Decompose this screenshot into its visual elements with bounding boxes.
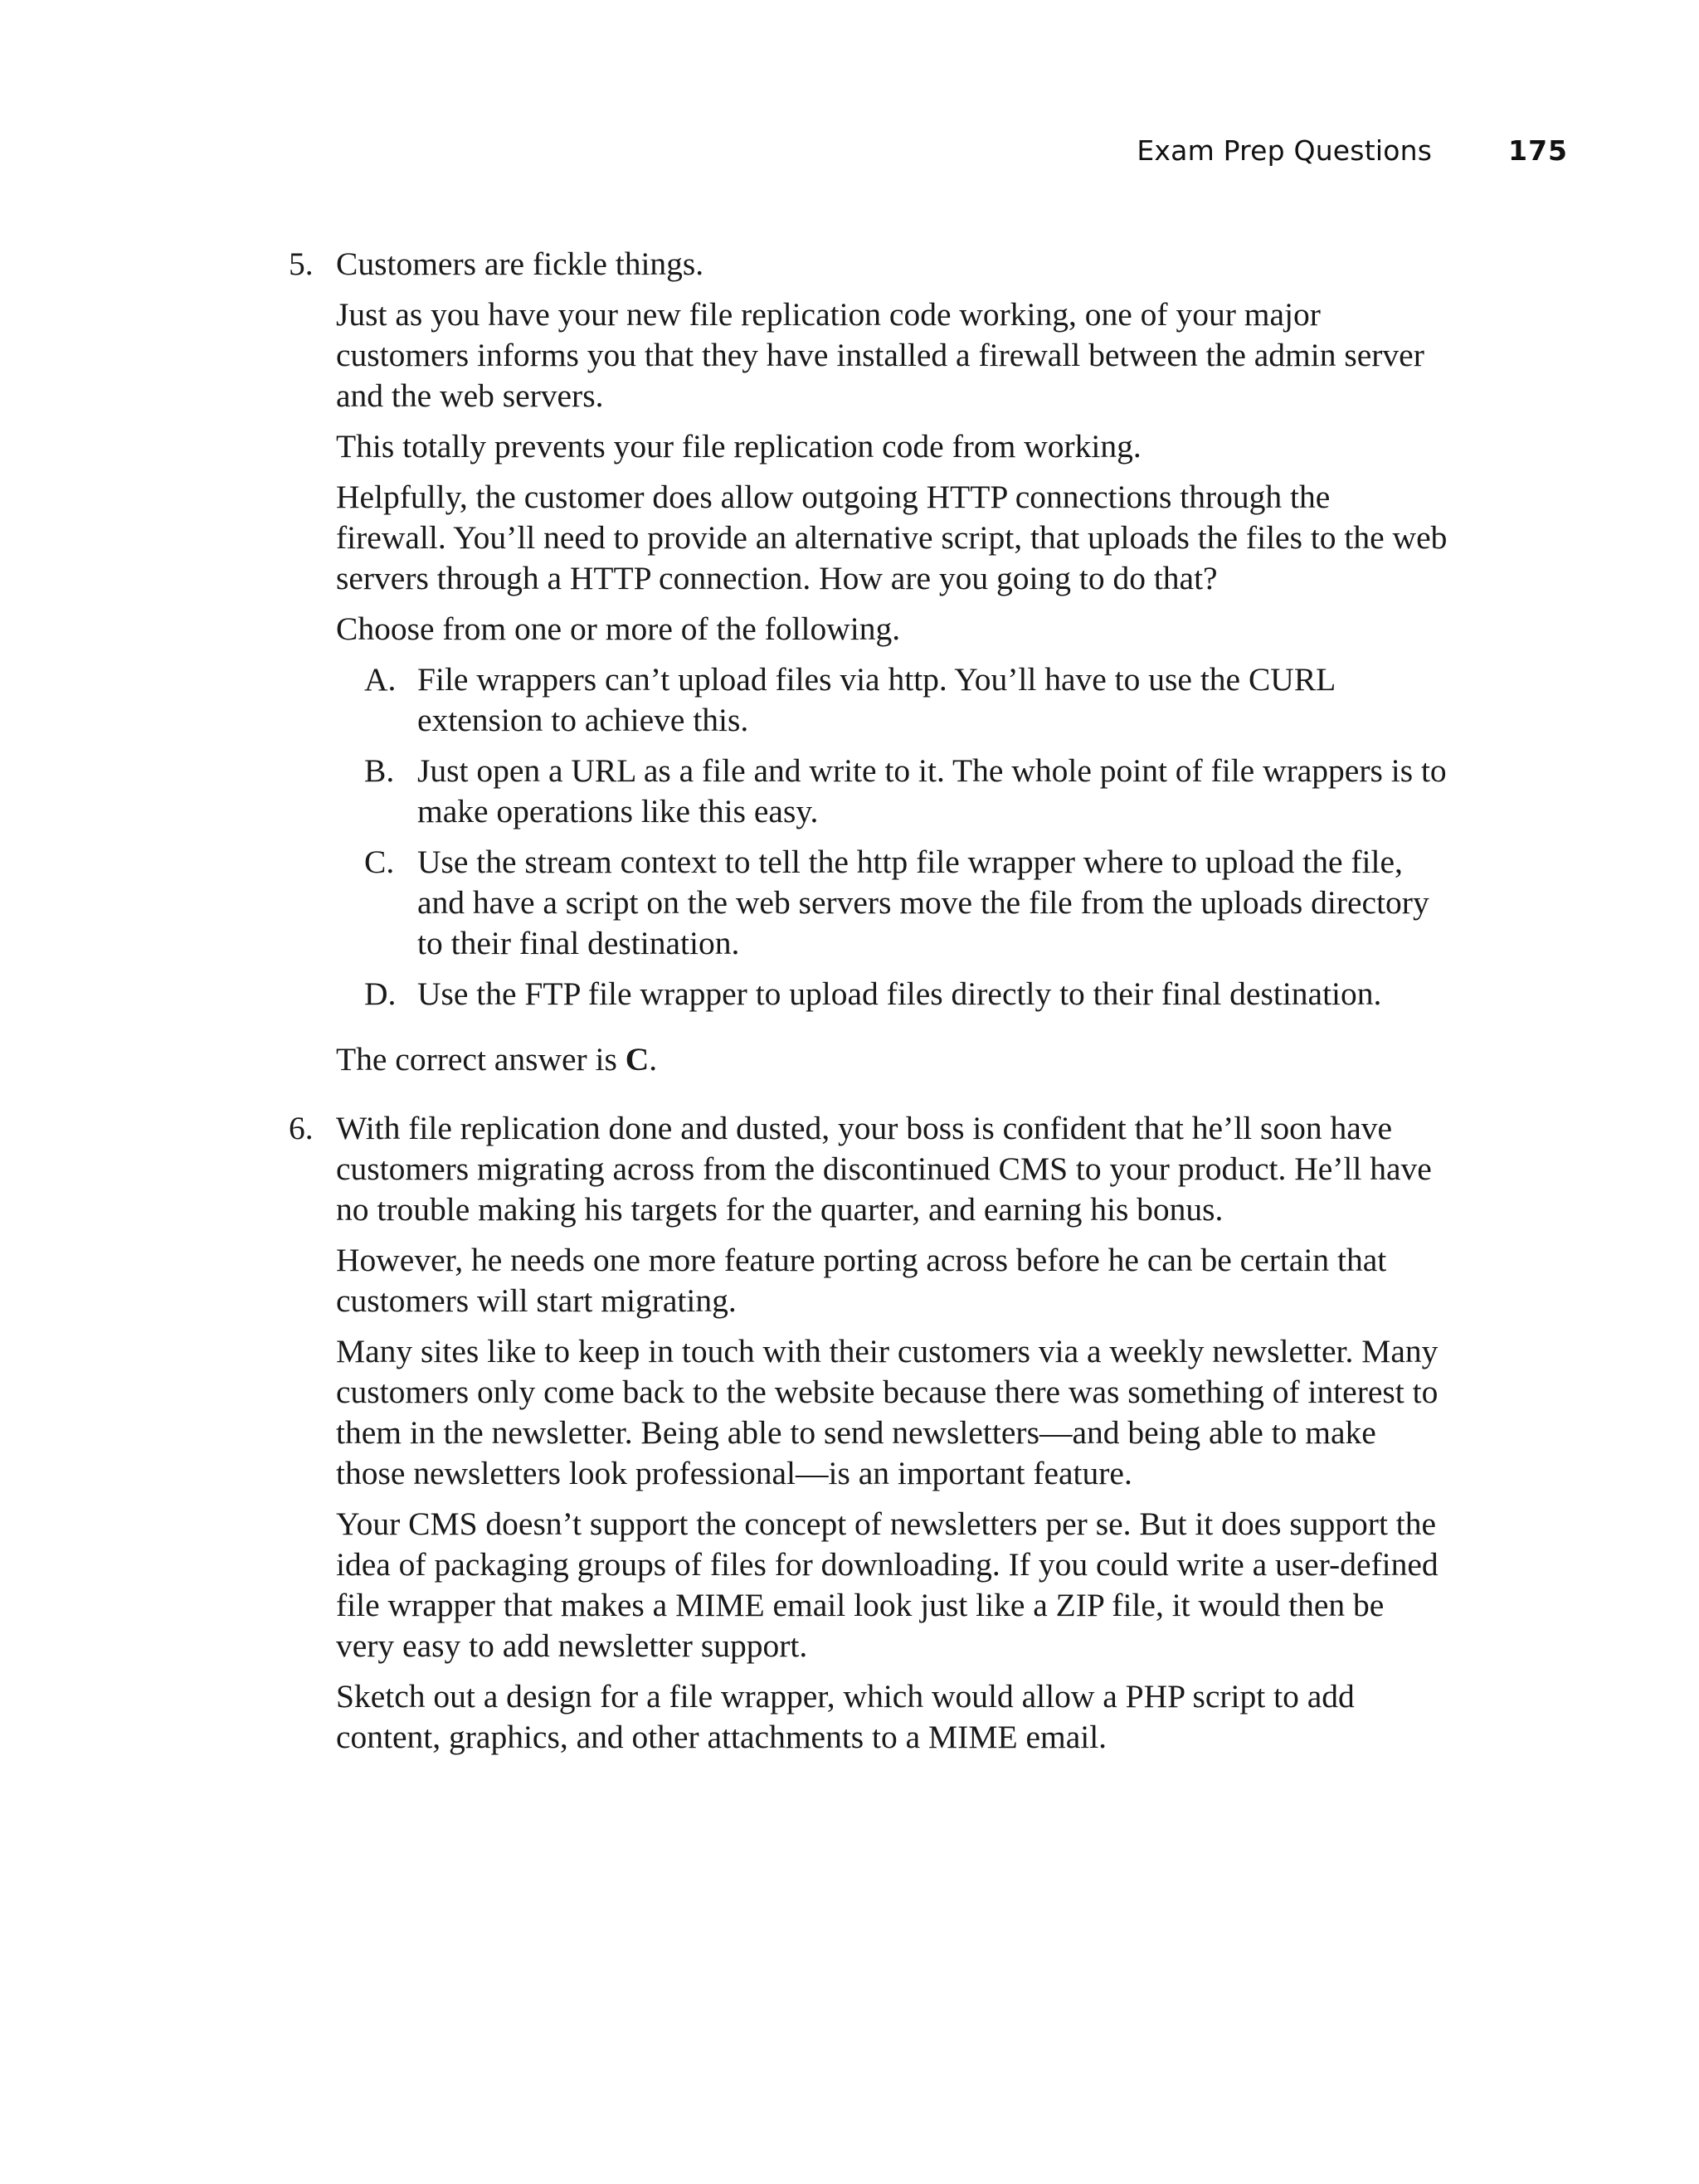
option-text: Use the FTP file wrapper to upload files directly to their final destination.: [417, 975, 1382, 1012]
option-text: Use the stream context to tell the http file wrapper where to upload the file, and have a script on the web servers move the file from the uploads directory to their final destination.: [417, 844, 1429, 961]
option-text: File wrappers can’t upload files via http. You’ll have to use the CURL extension to achieve this.: [417, 661, 1335, 738]
option-c: [336, 842, 1448, 964]
paragraph: This totally prevents your file replication code from working.: [336, 428, 1142, 465]
paragraph: Customers are fickle things.: [336, 246, 704, 282]
paragraph: Your CMS doesn’t support the concept of newsletters per se. But it does support the idea of packaging groups of files for downloading. If you could write a user-defined file wrapper that makes a MIME email look just like a ZIP file, it would then be very easy to add newsletter support.: [336, 1505, 1439, 1664]
paragraph: Just as you have your new file replication code working, one of your major customers informs you that they have installed a firewall between the admin server and the web servers.: [336, 296, 1424, 414]
option-letter: D.: [364, 975, 397, 1012]
option-a: [336, 659, 1448, 741]
option-letter: A.: [364, 661, 397, 698]
paragraph: With file replication done and dusted, your boss is confident that he’ll soon have customers migrating across from the discontinued CMS to your product. He’ll have no trouble making his targets for the quarter, and earning his bonus.: [336, 1110, 1432, 1228]
paragraph: Choose from one or more of the following.: [336, 610, 901, 647]
option-letter: C.: [364, 844, 395, 880]
option-text: Just open a URL as a file and write to it. The whole point of file wrappers is to make operations like this easy.: [417, 752, 1447, 829]
correct-answer: [336, 1039, 1448, 1080]
question-number: 6.: [289, 1110, 314, 1146]
option-d: [336, 974, 1448, 1014]
question-number: 5.: [289, 246, 314, 282]
option-letter: B.: [364, 752, 395, 789]
section-title: Exam Prep Questions: [1137, 134, 1433, 167]
answer-suffix: .: [649, 1041, 658, 1077]
answer-prefix: The correct answer is: [336, 1041, 626, 1077]
page-body: [0, 244, 1699, 1768]
paragraph: However, he needs one more feature porting across before he can be certain that customers will start migrating.: [336, 1242, 1387, 1319]
option-b: [336, 751, 1448, 832]
paragraph: Helpfully, the customer does allow outgoing HTTP connections through the firewall. You’ll need to provide an alternative script, that uploads the files to the web servers through a HTTP connection. How are you going to do that?: [336, 479, 1448, 596]
page-number: 175: [1508, 134, 1568, 167]
question-6: [0, 1108, 1448, 1758]
running-head: [1137, 134, 1568, 167]
answer-options: [336, 659, 1448, 1014]
question-5: [0, 244, 1448, 1080]
paragraph: Many sites like to keep in touch with their customers via a weekly newsletter. Many customers only come back to the website because there was something of interest to them in the newsletter. Being able to send newsletters—and being able to make those newsletters look professional—is an important feature.: [336, 1333, 1439, 1491]
answer-letter: C: [625, 1041, 650, 1077]
paragraph: Sketch out a design for a file wrapper, which would allow a PHP script to add content, graphics, and other attachments to a MIME email.: [336, 1678, 1355, 1755]
